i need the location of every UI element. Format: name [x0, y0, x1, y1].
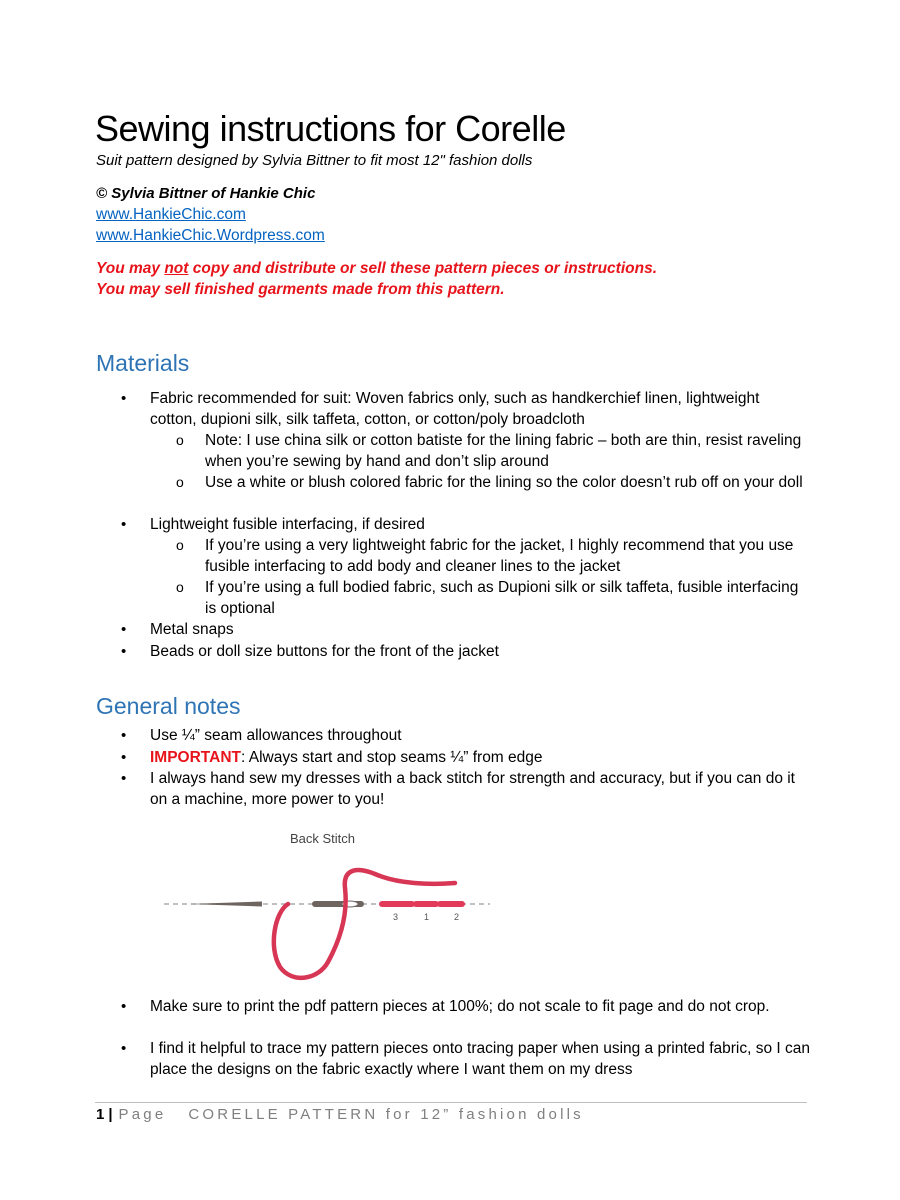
- list-item-interfacing-full: If you’re using a full bodied fabric, such as Dupioni silk or silk taffeta, fusible interfacing is optional: [205, 579, 799, 617]
- bullet-icon: •: [121, 390, 127, 407]
- list-item-lining-color: Use a white or blush colored fabric for the lining so the color doesn’t rub off on your doll: [205, 474, 803, 491]
- bullet-icon: •: [121, 643, 127, 660]
- list-item-tracing: I find it helpful to trace my pattern pieces onto tracing paper when using a printed fabric, so I can place the designs on the fabric exactly where I want them on my dress: [150, 1040, 810, 1078]
- copyright-line: © Sylvia Bittner of Hankie Chic: [96, 185, 316, 202]
- list-item-beads: Beads or doll size buttons for the front of the jacket: [150, 643, 499, 660]
- page-footer: 1 | Page CORELLE PATTERN for 12” fashion dolls: [96, 1106, 584, 1123]
- important-label: IMPORTANT: [150, 749, 241, 766]
- thread-loop: [274, 870, 455, 978]
- general-notes-heading: General notes: [96, 693, 241, 719]
- footer-title: CORELLE PATTERN for 12” fashion dolls: [188, 1106, 584, 1123]
- list-item-interfacing: Lightweight fusible interfacing, if desired: [150, 516, 425, 533]
- copy-warning: You may not copy and distribute or sell these pattern pieces or instructions.: [96, 260, 658, 277]
- list-item-important: IMPORTANT: Always start and stop seams ¼” from edge: [150, 749, 543, 766]
- bullet-icon: •: [121, 770, 127, 787]
- subtitle: Suit pattern designed by Sylvia Bittner to fit most 12" fashion dolls: [96, 152, 533, 169]
- bullet-icon: •: [121, 998, 127, 1015]
- list-item-hand-sew: I always hand sew my dresses with a back stitch for strength and accuracy, but if you can do it on a machine, more power to you!: [150, 770, 795, 808]
- needle-tip: [188, 902, 262, 907]
- circle-bullet-icon: o: [176, 474, 184, 490]
- list-item-snaps: Metal snaps: [150, 621, 234, 638]
- circle-bullet-icon: o: [176, 432, 184, 448]
- figure-caption: Back Stitch: [290, 831, 356, 846]
- circle-bullet-icon: o: [176, 579, 184, 595]
- stitch-label-1: 1: [424, 912, 430, 922]
- page-title: Sewing instructions for Corelle: [95, 108, 566, 149]
- list-item-seam-allowance: Use ¼” seam allowances throughout: [150, 727, 402, 744]
- bullet-icon: •: [121, 621, 127, 638]
- stitch-label-3: 3: [393, 912, 399, 922]
- materials-heading: Materials: [96, 350, 190, 376]
- circle-bullet-icon: o: [176, 537, 184, 553]
- bullet-icon: •: [121, 516, 127, 533]
- footer-divider: [95, 1102, 807, 1103]
- back-stitch-illustration: [150, 822, 510, 987]
- not-emphasis: not: [164, 260, 189, 277]
- website-link[interactable]: www.HankieChic.com: [96, 206, 246, 223]
- list-item-lining-note: Note: I use china silk or cotton batiste for the lining fabric – both are thin, resist raveling when you’re sewing by hand and don’t slip around: [205, 432, 802, 470]
- list-item-fabric: Fabric recommended for suit: Woven fabrics only, such as handkerchief linen, lightweight cotton, dupioni silk, silk taffeta, cotton, or cotton/poly broadcloth: [150, 390, 760, 428]
- stitch-label-2: 2: [454, 912, 460, 922]
- bullet-icon: •: [121, 749, 127, 766]
- blog-link[interactable]: www.HankieChic.Wordpress.com: [96, 227, 325, 244]
- bullet-icon: •: [121, 1040, 127, 1057]
- list-item-interfacing-light: If you’re using a very lightweight fabric for the jacket, I highly recommend that you use fusible interfacing to add body and cleaner lines to the jacket: [205, 537, 794, 575]
- sell-permission: You may sell finished garments made from this pattern.: [96, 281, 505, 298]
- page-number: 1: [96, 1106, 105, 1123]
- list-item-print-scale: Make sure to print the pdf pattern pieces at 100%; do not scale to fit page and do not crop.: [150, 998, 770, 1015]
- page-label: Page: [118, 1106, 167, 1123]
- bullet-icon: •: [121, 727, 127, 744]
